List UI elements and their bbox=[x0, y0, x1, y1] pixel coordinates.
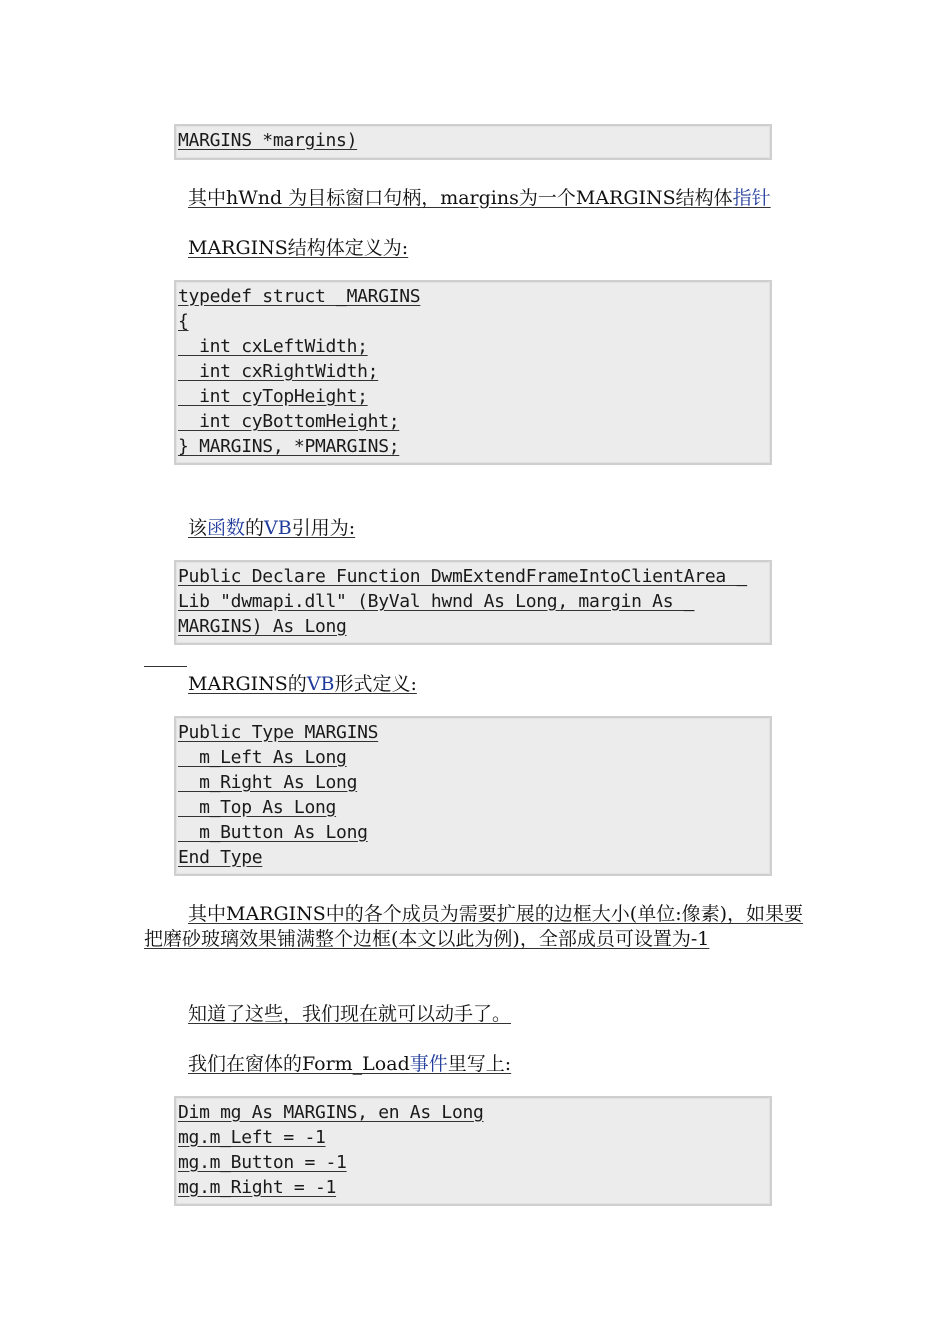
code-line: } MARGINS, *PMARGINS; bbox=[178, 436, 400, 457]
code-line: MARGINS) As Long bbox=[178, 616, 347, 637]
code-block-public-type bbox=[174, 716, 772, 876]
code-block-form-load bbox=[174, 1096, 772, 1206]
code-line: Public Type MARGINS bbox=[178, 722, 379, 743]
code-line: int cyTopHeight; bbox=[178, 386, 368, 407]
link-event[interactable]: 事件 bbox=[409, 1053, 448, 1075]
code-line: int cxRightWidth; bbox=[178, 361, 379, 382]
paragraph-text: MARGINS的 bbox=[188, 673, 307, 695]
paragraph-text: 该 bbox=[188, 517, 208, 539]
paragraph-vb-form-definition bbox=[144, 672, 824, 697]
code-block-declare-function bbox=[174, 560, 772, 645]
paragraph-text: 形式定义: bbox=[334, 673, 417, 695]
code-line: m_Right As Long bbox=[178, 772, 358, 793]
paragraph-vb-reference bbox=[144, 516, 824, 541]
code-line: int cxLeftWidth; bbox=[178, 336, 368, 357]
paragraph-text: 引用为: bbox=[291, 517, 356, 539]
paragraph-struct-definition bbox=[144, 236, 824, 261]
underline-stub bbox=[144, 666, 187, 667]
paragraph-get-started bbox=[144, 1002, 824, 1027]
paragraph-text: 其中hWnd 为目标窗口句柄，margins为一个MARGINS结构体 bbox=[188, 187, 733, 209]
code-line: typedef struct _MARGINS bbox=[178, 286, 421, 307]
code-line: End Type bbox=[178, 847, 263, 868]
code-line: mg.m_Button = -1 bbox=[178, 1152, 347, 1173]
code-line: mg.m_Left = -1 bbox=[178, 1127, 326, 1148]
code-line: mg.m_Right = -1 bbox=[178, 1177, 337, 1198]
paragraph-hwnd-margins bbox=[144, 186, 824, 211]
code-line: m_Left As Long bbox=[178, 747, 347, 768]
paragraph-text: MARGINS结构体定义为: bbox=[188, 237, 409, 259]
paragraph-form-load bbox=[144, 1052, 824, 1077]
paragraph-text: 的 bbox=[245, 517, 265, 539]
code-line: Dim mg As MARGINS, en As Long bbox=[178, 1102, 484, 1123]
paragraph-text: 其中MARGINS中的各个成员为需要扩展的边框大小(单位:像素)，如果要把磨砂玻璃效果铺满整个边框(本文以此为例)，全部成员可设置为-1 bbox=[144, 903, 804, 950]
code-line: { bbox=[178, 311, 189, 332]
paragraph-margins-members bbox=[144, 902, 812, 952]
link-vb[interactable]: VB bbox=[264, 517, 292, 539]
code-line: Lib "dwmapi.dll" (ByVal hwnd As Long, margin As _ bbox=[178, 591, 695, 612]
paragraph-text: 我们在窗体的Form_Load bbox=[188, 1053, 410, 1075]
paragraph-text: 知道了这些，我们现在就可以动手了。 bbox=[188, 1003, 512, 1025]
link-pointer[interactable]: 指针 bbox=[732, 187, 771, 209]
code-line: int cyBottomHeight; bbox=[178, 411, 400, 432]
code-line: m_Top As Long bbox=[178, 797, 337, 818]
link-function[interactable]: 函数 bbox=[207, 517, 246, 539]
code-line: Public Declare Function DwmExtendFrameIntoClientArea _ bbox=[178, 566, 747, 587]
code-block-margins-param bbox=[174, 124, 772, 160]
paragraph-text: 里写上: bbox=[447, 1053, 512, 1075]
code-line: m_Button As Long bbox=[178, 822, 368, 843]
code-line: MARGINS *margins) bbox=[178, 130, 358, 151]
code-block-typedef-margins bbox=[174, 280, 772, 465]
link-vb[interactable]: VB bbox=[306, 673, 335, 695]
